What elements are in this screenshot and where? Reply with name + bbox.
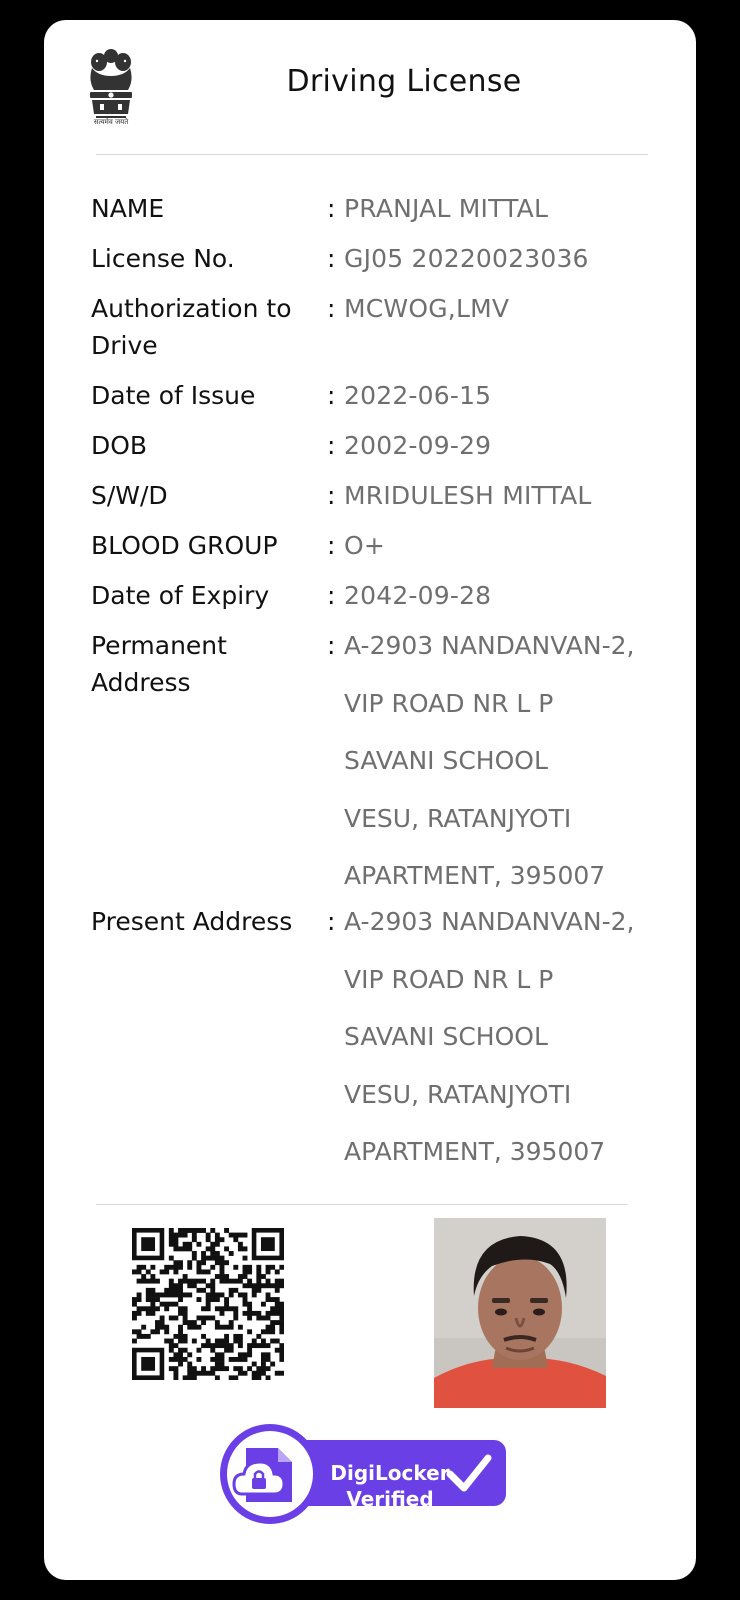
field-label: S/W/D <box>91 481 168 510</box>
address-line: SAVANI SCHOOL <box>344 1022 548 1051</box>
badge-line-1: DigiLocker <box>330 1461 450 1485</box>
field-value: O+ <box>344 531 386 560</box>
address-line: VESU, RATANJYOTI <box>344 1079 572 1109</box>
field-label: Permanent Address <box>91 631 227 697</box>
separator: : <box>327 481 336 510</box>
address-line: VIP ROAD NR L P <box>344 964 554 994</box>
field-label: NAME <box>91 194 165 223</box>
badge-label <box>330 1460 450 1512</box>
address-line: SAVANI SCHOOL <box>344 746 548 775</box>
separator: : <box>327 581 336 610</box>
footer-divider <box>96 1204 628 1205</box>
separator: : <box>327 907 336 936</box>
address-line: A-2903 NANDANVAN-2, <box>344 631 635 660</box>
field-value: GJ05 20220023036 <box>344 244 589 273</box>
field-value: 2022-06-15 <box>344 381 492 410</box>
field-label: Date of Expiry <box>91 581 270 610</box>
separator: : <box>327 194 336 223</box>
address-line: APARTMENT, 395007 <box>344 861 606 890</box>
field-label: Present Address <box>91 907 293 936</box>
field-label: BLOOD GROUP <box>91 531 278 560</box>
address-lines <box>344 903 696 1191</box>
separator: : <box>327 381 336 410</box>
field-value: MRIDULESH MITTAL <box>344 481 592 510</box>
page-title: Driving License <box>286 64 522 99</box>
field-label: Date of Issue <box>91 381 256 410</box>
separator: : <box>327 531 336 560</box>
separator: : <box>327 244 336 273</box>
address-line: VIP ROAD NR L P <box>344 688 554 718</box>
field-label: License No. <box>91 244 235 273</box>
qr-code <box>132 1228 284 1380</box>
separator: : <box>327 294 336 323</box>
photo <box>434 1218 606 1408</box>
field-label: Authorization to Drive <box>91 294 292 360</box>
license-card <box>44 20 696 1580</box>
emblem-motto: सत्यमेव जयते <box>93 118 129 126</box>
separator: : <box>327 631 336 660</box>
field-value: MCWOG,LMV <box>344 294 510 323</box>
badge-line-2: Verified <box>346 1487 434 1511</box>
address-line: A-2903 NANDANVAN-2, <box>344 907 635 936</box>
address-line: VESU, RATANJYOTI <box>344 803 572 833</box>
header-divider <box>96 154 648 155</box>
address-line: APARTMENT, 395007 <box>344 1137 606 1166</box>
field-value: PRANJAL MITTAL <box>344 194 549 223</box>
separator: : <box>327 431 336 460</box>
field-value: 2002-09-29 <box>344 431 492 460</box>
field-label: DOB <box>91 431 148 460</box>
field-value: 2042-09-28 <box>344 581 492 610</box>
address-lines <box>344 627 696 915</box>
